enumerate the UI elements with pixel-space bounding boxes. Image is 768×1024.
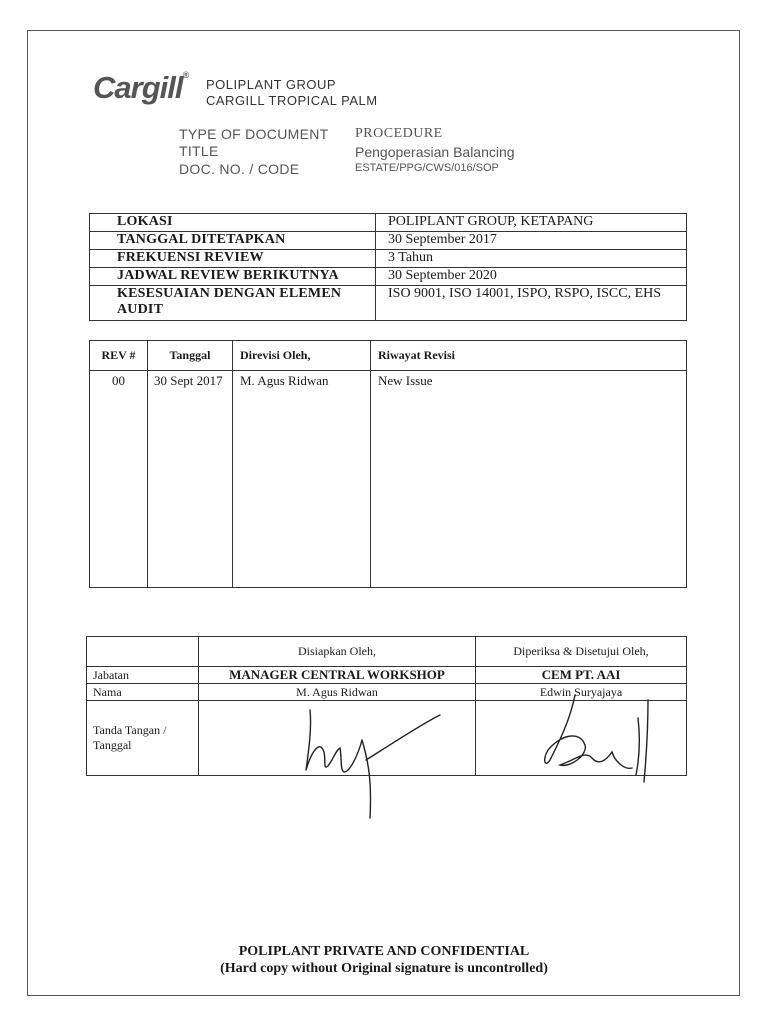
logo-registered-mark: ® <box>182 70 189 80</box>
signature-label <box>87 701 199 776</box>
group-name: POLIPLANT GROUP <box>206 77 337 92</box>
info-value: 3 Tahun <box>376 250 687 268</box>
prepared-by-header: Disiapkan Oleh, <box>199 637 476 667</box>
revision-number: 00 <box>90 371 148 588</box>
info-label: JADWAL REVIEW BERIKUTNYA <box>90 268 376 286</box>
title-label: TITLE <box>179 143 219 159</box>
info-row-lokasi <box>90 214 687 232</box>
confidential-notice: POLIPLANT PRIVATE AND CONFIDENTIAL <box>238 944 530 959</box>
info-value: POLIPLANT GROUP, KETAPANG <box>376 214 687 232</box>
revision-table <box>89 340 687 588</box>
info-value: 30 September 2020 <box>376 268 687 286</box>
column-header: Tanggal <box>148 341 233 371</box>
info-row-tanggal <box>90 232 687 250</box>
nama-label: Nama <box>87 684 199 701</box>
approved-by-position: CEM PT. AAI <box>476 667 687 684</box>
group-subname: CARGILL TROPICAL PALM <box>206 93 378 108</box>
type-of-document-label: TYPE OF DOCUMENT <box>179 126 329 142</box>
logo-text: Cargill <box>93 70 183 105</box>
table-row <box>90 371 687 588</box>
approved-by-name: Edwin Suryajaya <box>476 684 687 701</box>
approval-header-row <box>87 637 687 667</box>
info-label: KESESUAIAN DENGAN ELEMEN AUDIT <box>90 286 376 321</box>
prepared-by-position: MANAGER CENTRAL WORKSHOP <box>199 667 476 684</box>
column-header: Direvisi Oleh, <box>233 341 371 371</box>
uncontrolled-copy-notice: (Hard copy without Original signature is uncontrolled) <box>220 961 548 976</box>
prepared-by-signature <box>290 700 460 825</box>
info-label: FREKUENSI REVIEW <box>90 250 376 268</box>
signature-label-text: Tanda Tangan / Tanggal <box>93 723 167 752</box>
title-value: Pengoperasian Balancing <box>355 144 515 160</box>
revision-history: New Issue <box>371 371 687 588</box>
column-header: REV # <box>90 341 148 371</box>
revision-date: 30 Sept 2017 <box>148 371 233 588</box>
prepared-by-name: M. Agus Ridwan <box>199 684 476 701</box>
approved-by-header: Diperiksa & Disetujui Oleh, <box>476 637 687 667</box>
jabatan-label: Jabatan <box>87 667 199 684</box>
doc-code-label: DOC. NO. / CODE <box>179 161 300 177</box>
type-of-document-value: PROCEDURE <box>355 126 443 141</box>
info-row-kesesuaian <box>90 286 687 321</box>
approved-by-signature <box>530 690 670 790</box>
cargill-logo <box>93 70 188 106</box>
info-label: TANGGAL DITETAPKAN <box>90 232 376 250</box>
info-row-jadwal <box>90 268 687 286</box>
jabatan-row <box>87 667 687 684</box>
info-value: 30 September 2017 <box>376 232 687 250</box>
revision-header-row <box>90 341 687 371</box>
column-header: Riwayat Revisi <box>371 341 687 371</box>
doc-code-value: ESTATE/PPG/CWS/016/SOP <box>355 162 499 174</box>
info-label: LOKASI <box>90 214 376 232</box>
info-row-frekuensi <box>90 250 687 268</box>
document-info-table <box>89 213 687 321</box>
info-value: ISO 9001, ISO 14001, ISPO, RSPO, ISCC, EHS <box>376 286 687 321</box>
empty-cell <box>87 637 199 667</box>
revised-by: M. Agus Ridwan <box>233 371 371 588</box>
